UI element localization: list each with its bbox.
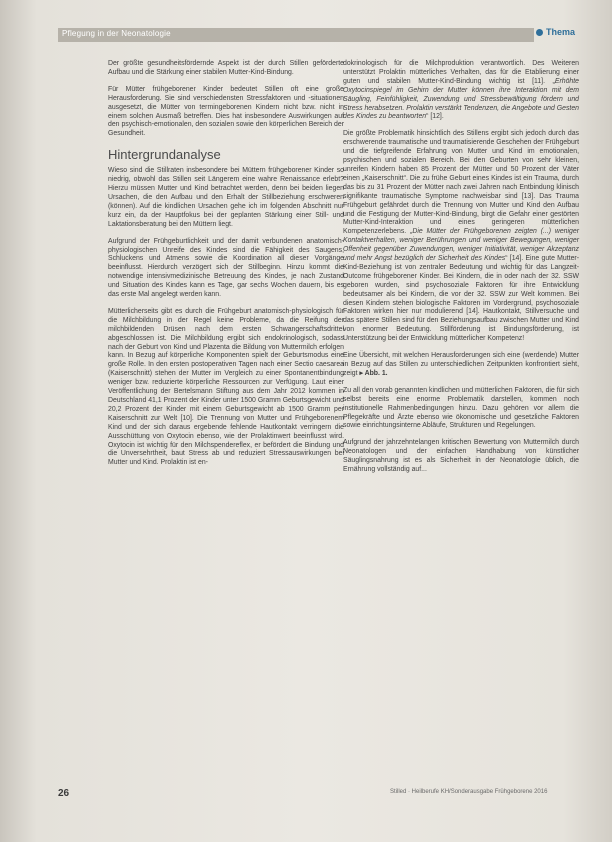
running-header-title: Pflegung in der Neonatologie — [62, 29, 171, 38]
paragraph: Aufgrund der Frühgeburtlichkeit und der damit verbundenen anatomisch-physiologischen Unreife des Kindes sind die Fähigkeit des Saugens, Schluckens und Atmens sowie die Koordination all dieser Vorgänge beeinflusst. Hierdurch verzögert sich der Stillbeginn. Hinzu kommt die notwendige intensivmedizinische Betreuung des Kindes, je nach Zustand und Situation des Kindes kann es Tage, gar sechs Wochen dauern, bis es das erste Mal angelegt werden kann. — [108, 237, 344, 299]
quote-text: Erhöhte Oxytocinspiegel im Gehirn der Mutter können ihre Interaktion mit dem Säugling, Feinfühligkeit, Zuwendung und Stressbewältigung fördern und Stress herabsetzen. Prolaktin verstärkt Tendenzen, die Angebote und Gesten des Kindes zu beantworten — [343, 77, 579, 121]
page-number: 26 — [58, 788, 70, 799]
paragraph-text: dokrinologisch für die Milchproduktion verantwortlich. Des Weiteren unterstützt Prolaktin mütterliches Verhalten, das für die Etablierung einer guten und stabilen Mutter-Kind-Bindung wichtig ist [11]. „ — [343, 60, 579, 85]
paragraph-text: Die größte Problematik hinsichtlich des Stillens ergibt sich jedoch durch das erschwerende traumatische und traumatisierende Geschehen der Frühgeburt und die tiefgreifende Erfahrung von Mutter und Kind im emotionalen, psychischen und sozialen Bereich. Bei den Geburten von sehr kleinen, unreifen Kindern haben 85 Prozent der Mütter und 50 Prozent der Väter einen „Kaiserschnitt“. Die zu frühe Geburt eines Kindes ist ein Trauma, durch das bis zu 31 Prozent der Mütter nach zwei Jahren nach Entbindung klinisch signifikante traumatische Symptome nachweisbar sind [13]. Das Trauma Frühgeburt gefährdet durch die Trennung von Mutter und Kind den Aufbau und die Festigung der Mutter-Kind-Bindung, birgt die Gefahr einer gestörten Mutter-Kind-Interaktion und eines geringeren mütterlichen Kompetenzerlebens. „ — [343, 130, 579, 236]
right-column — [343, 60, 579, 483]
quote-text: Die Mütter der Frühgeborenen zeigten (...) weniger Kontaktverhalten, weniger Berührungen und weniger Bewegungen, weniger Offenheit gegenüber Zuwendungen, weniger Initiativität, weniger Akzeptanz und mehr Angst bezüglich der Sicherheit des Kindes — [343, 228, 579, 263]
section-heading: Hintergrundanalyse — [108, 147, 221, 163]
paragraph: Der größte gesundheitsfördernde Aspekt ist der durch Stillen geförderte Aufbau und die Stärkung einer stabilen Mutter-Kind-Bindung. — [108, 60, 344, 76]
footer-journal-citation: Stilled · Heilberufe KH/Sonderausgabe Frühgeborene 2016 — [390, 789, 548, 795]
paragraph: Zu all den vorab genannten kindlichen und mütterlichen Faktoren, die für sich selbst bereits eine enorme Problematik darstellen, kommen noch institutionelle Rahmenbedingungen hinzu. Dazu gehören vor allem die Pflegekräfte und Ärzte ebenso wie ökonomische und gesetzliche Faktoren sowie einrichtungsinterne Abläufe, Strukturen und Regelungen. — [343, 386, 579, 430]
paragraph-text: Eine Übersicht, mit welchen Herausforderungen sich eine (werdende) Mutter in Bezug auf das Stillen zu unterschiedlichen Zeitpunkten konfrontiert sieht, zeigt — [343, 352, 579, 377]
paragraph: Aufgrund der jahrzehntelangen kritischen Bewertung von Muttermilch durch Neonatologen und der einfachen Handhabung von künstlicher Säuglingsnahrung ist es als Sicherheit in der Neonatologie üblich, die Ernährung vollständig auf... — [343, 439, 579, 474]
paragraph — [343, 60, 579, 122]
paragraph-text: “ [12]. — [426, 113, 444, 121]
paragraph: Mütterlicherseits gibt es durch die Frühgeburt anatomisch-physiologisch für die Milchbildung in der Regel keine Probleme, da die Reifung der milchbildenden Drüsen nach dem ersten Schwangerschaftsdrittel abgeschlossen ist. Die Milchbildung ergibt sich endokrinologisch, sodass nach der Geburt von Kind und Plazenta die Bildung von Muttermilch erfolgen kann. In Bezug auf körperliche Komponenten spielt der Geburtsmodus eine große Rolle. In den ersten postoperativen Tagen nach einer Sectio caesarea (Kaiserschnitt) stehen der Mutter im Vergleich zu einer Spontanentbindung weniger bzw. reduzierte körperliche Ressourcen zur Verfügung. Laut einer Veröffentlichung der Bertelsmann Stiftung aus dem Jahr 2012 kommen in Deutschland 41,1 Prozent der Kinder unter 1500 Gramm Geburtsgewicht und 20,2 Prozent der Kinder mit einem Geburtsgewicht ab 1500 Gramm per Kaiserschnitt zur Welt [10]. Die Trennung von Mutter und Frühgeborenem Kind und der sich daraus ergebende fehlende Hautkontakt verringern die Ausschüttung von Oxytocin ebenso, wie der Prolaktinwert beeinflusst wird. Oxytocin ist wichtig für den Milchspendereflex, er befördert die Bindung und die Unversehrtheit, baut Stress ab und reduziert Stressauswirkungen bei Mutter und Kind. Prolaktin ist en- — [108, 307, 344, 467]
thema-dot-icon — [536, 29, 543, 36]
left-column — [108, 60, 344, 476]
paragraph — [343, 352, 579, 379]
thema-label: Thema — [546, 27, 576, 37]
paragraph: Wieso sind die Stillraten insbesondere bei Müttern frühgeborener Kinder so niedrig, obwohl das Stillen seit Längerem eine wahre Renaissance erlebt? Hierzu müssen Mutter und Kind betrachtet werden, denn bei beiden liegen Ursachen, die den Aufbau und den Erhalt der Stillbeziehung erschweren (können). Auf die kindlichen Ursachen gehe ich im folgenden Abschnitt nur kurz ein, da der Hauptfokus bei der geplanten Stärkung einer Still- und Laktationsberatung bei den Müttern liegt. — [108, 167, 344, 228]
paragraph: Für Mütter frühgeborener Kinder bedeutet Stillen oft eine große Herausforderung. Sie sind verschiedensten Stressfaktoren und -situationen ausgesetzt, die Mütter von termingeborenen Kindern nicht bzw. nicht in einem solchen Ausmaß betreffen. Dies hat insbesondere Auswirkungen auf den psychisch-emotionalen, den sozialen sowie den körperlichen Bereich der Gesundheit. — [108, 85, 344, 138]
figure-reference: ▸ Abb. 1. — [359, 369, 388, 377]
paragraph-text: “ [14]. Eine gute Mutter-Kind-Beziehung ist von zentraler Bedeutung und wichtig für das Langzeit-Outcome frühgeborener Kinder. Bei Kindern, die in oder nach der 32. SSW geboren wurden, sind psychosoziale Faktoren für ihre Entwicklung bedeutsamer als bei Kindern, die vor der 32. SSW zur Welt kommen. Bei diesen Kindern stehen biologische Faktoren im Vordergrund, psychosoziale Faktoren wirken hier nur modulierend [14]. Hautkontakt, Stillversuche und das spätere Stillen sind für den Beziehungsaufbau zwischen Mutter und Kind von enormer Bedeutung. Stillförderung ist Bindungsförderung, ist Unterstützung bei der Entwicklung mütterlicher Kompetenz! — [343, 255, 579, 343]
paragraph — [343, 130, 579, 344]
thema-badge — [536, 27, 575, 37]
